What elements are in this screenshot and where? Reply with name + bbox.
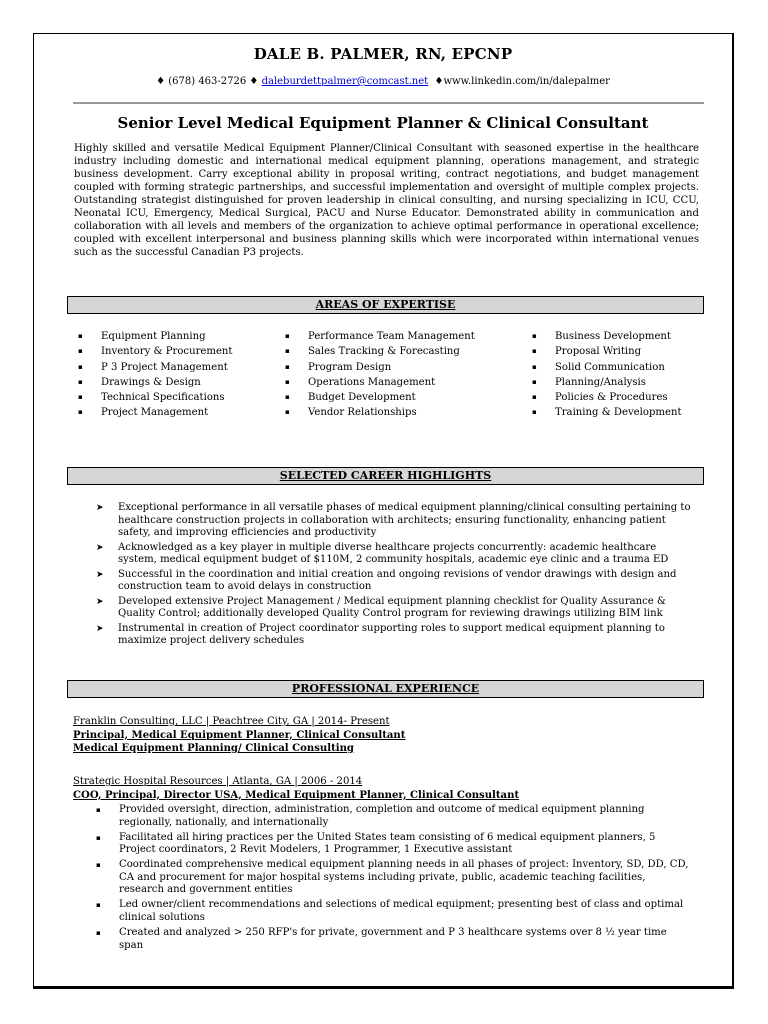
experience-title: PROFESSIONAL EXPERIENCE [291, 682, 480, 695]
highlights-section-header [67, 467, 704, 485]
diamond-bullet-icon: ♦ [156, 76, 166, 87]
diamond-bullet-icon: ♦ [434, 76, 444, 87]
duty-item: ▪ Coordinated comprehensive medical equipment planning needs in all phases of project: Inventory, SD, DD, CD, CA and procurement for major hospital systems including private, public, academic teaching facilities, research and government entities [92, 859, 692, 897]
highlight-item: ➤ Successful in the coordination and initial creation and ongoing revisions of vendor drawings with design and construction team to avoid delays in construction [92, 569, 692, 594]
highlight-item: ➤ Acknowledged as a key player in multiple diverse healthcare projects concurrently: academic healthcare system, medical equipment budget of $110M, 2 community hospitals, academic eye clinic and a trauma ED [92, 542, 692, 567]
job-duties-list [92, 804, 692, 954]
list-item: ▪ Business Development [527, 329, 682, 344]
job-company-line: Franklin Consulting, LLC | Peachtree City, GA | 2014- Present [73, 716, 390, 727]
duty-item: ▪ Created and analyzed > 250 RFP's for private, government and P 3 healthcare systems over 8 ½ year time span [92, 927, 692, 952]
professional-summary: Highly skilled and versatile Medical Equipment Planner/Clinical Consultant with seasoned expertise in the healthcare industry including domestic and international medical equipment planning, operations management, and strategic business development. Carry exceptional ability in proposal writing, contract negotiations, and budget management coupled with forming strategic partnerships, and successful implementation and oversight of multiple complex projects. Outstanding strategist distinguished for proven leadership in clinical consulting, and nursing specializing in ICU, CCU, Neonatal ICU, Emergency, Medical Surgical, PACU and Nurse Educator. Demonstrated ability in communication and collaboration with all levels and members of the organization to achieve optimal performance in operational excellence; coupled with excellent interpersonal and business planning skills which were incorporated within international venues such as the successful Canadian P3 projects. [74, 143, 699, 258]
contact-line [34, 76, 732, 87]
job-strategic-hospital-resources [73, 775, 519, 802]
highlight-item: ➤ Instrumental in creation of Project coordinator supporting roles to support medical equipment planning to maximize project delivery schedules [92, 623, 692, 648]
list-item: ▪ Project Management [73, 405, 232, 420]
highlights-title: SELECTED CAREER HIGHLIGHTS [279, 469, 492, 482]
duty-item: ▪ Provided oversight, direction, administration, completion and outcome of medical equipment planning regionally, nationally, and internationally [92, 804, 692, 829]
list-item: ▪ Sales Tracking & Forecasting [280, 344, 475, 359]
list-item: ▪ Drawings & Design [73, 375, 232, 390]
job-company-line: Strategic Hospital Resources | Atlanta, GA | 2006 - 2014 [73, 776, 363, 787]
linkedin-url: www.linkedin.com/in/dalepalmer [443, 76, 610, 87]
candidate-name: DALE B. PALMER, RN, EPCNP [253, 45, 513, 63]
list-item: ▪ Training & Development [527, 405, 682, 420]
job-title: COO, Principal, Director USA, Medical Equipment Planner, Clinical Consultant [73, 789, 520, 801]
job-title: Principal, Medical Equipment Planner, Clinical Consultant [73, 729, 406, 741]
resume-page [33, 33, 734, 989]
expertise-title: AREAS OF EXPERTISE [315, 298, 456, 311]
expertise-column-3 [527, 329, 682, 421]
phone-number: (678) 463-2726 [168, 76, 247, 87]
duty-item: ▪ Facilitated all hiring practices per the United States team consisting of 6 medical equipment planners, 5 Project coordinators, 2 Revit Modelers, 1 Programmer, 1 Executive assistant [92, 832, 692, 857]
list-item: ▪ Vendor Relationships [280, 405, 475, 420]
highlight-item: ➤ Exceptional performance in all versatile phases of medical equipment planning/clinical consulting pertaining to healthcare construction projects in collaboration with architects; ensuring functionality, enhancing patient safety, and improving efficiencies and productivity [92, 502, 692, 540]
duty-item: ▪ Led owner/client recommendations and selections of medical equipment; presenting best of class and optimal clinical solutions [92, 899, 692, 924]
expertise-column-1 [73, 329, 232, 421]
list-item: ▪ Inventory & Procurement [73, 344, 232, 359]
expertise-column-2 [280, 329, 475, 421]
list-item: ▪ Planning/Analysis [527, 375, 682, 390]
list-item: ▪ Performance Team Management [280, 329, 475, 344]
list-item: ▪ Solid Communication [527, 360, 682, 375]
header-divider [73, 102, 704, 104]
diamond-bullet-icon: ♦ [249, 76, 259, 87]
resume-headline: Senior Level Medical Equipment Planner & Clinical Consultant [117, 114, 649, 132]
highlights-list [92, 502, 692, 650]
expertise-section-header [67, 296, 704, 314]
email-link[interactable]: daleburdettpalmer@comcast.net [261, 76, 429, 87]
experience-section-header [67, 680, 704, 698]
list-item: ▪ Budget Development [280, 390, 475, 405]
list-item: ▪ Technical Specifications [73, 390, 232, 405]
highlight-item: ➤ Developed extensive Project Management / Medical equipment planning checklist for Quality Assurance & Quality Control; additionally developed Quality Control program for reviewing drawings utilizing BIM link [92, 596, 692, 621]
list-item: ▪ Equipment Planning [73, 329, 232, 344]
list-item: ▪ Proposal Writing [527, 344, 682, 359]
list-item: ▪ Program Design [280, 360, 475, 375]
list-item: ▪ Operations Management [280, 375, 475, 390]
job-franklin-consulting [73, 715, 405, 756]
list-item: ▪ Policies & Procedures [527, 390, 682, 405]
list-item: ▪ P 3 Project Management [73, 360, 232, 375]
job-subtitle: Medical Equipment Planning/ Clinical Consulting [73, 743, 354, 754]
